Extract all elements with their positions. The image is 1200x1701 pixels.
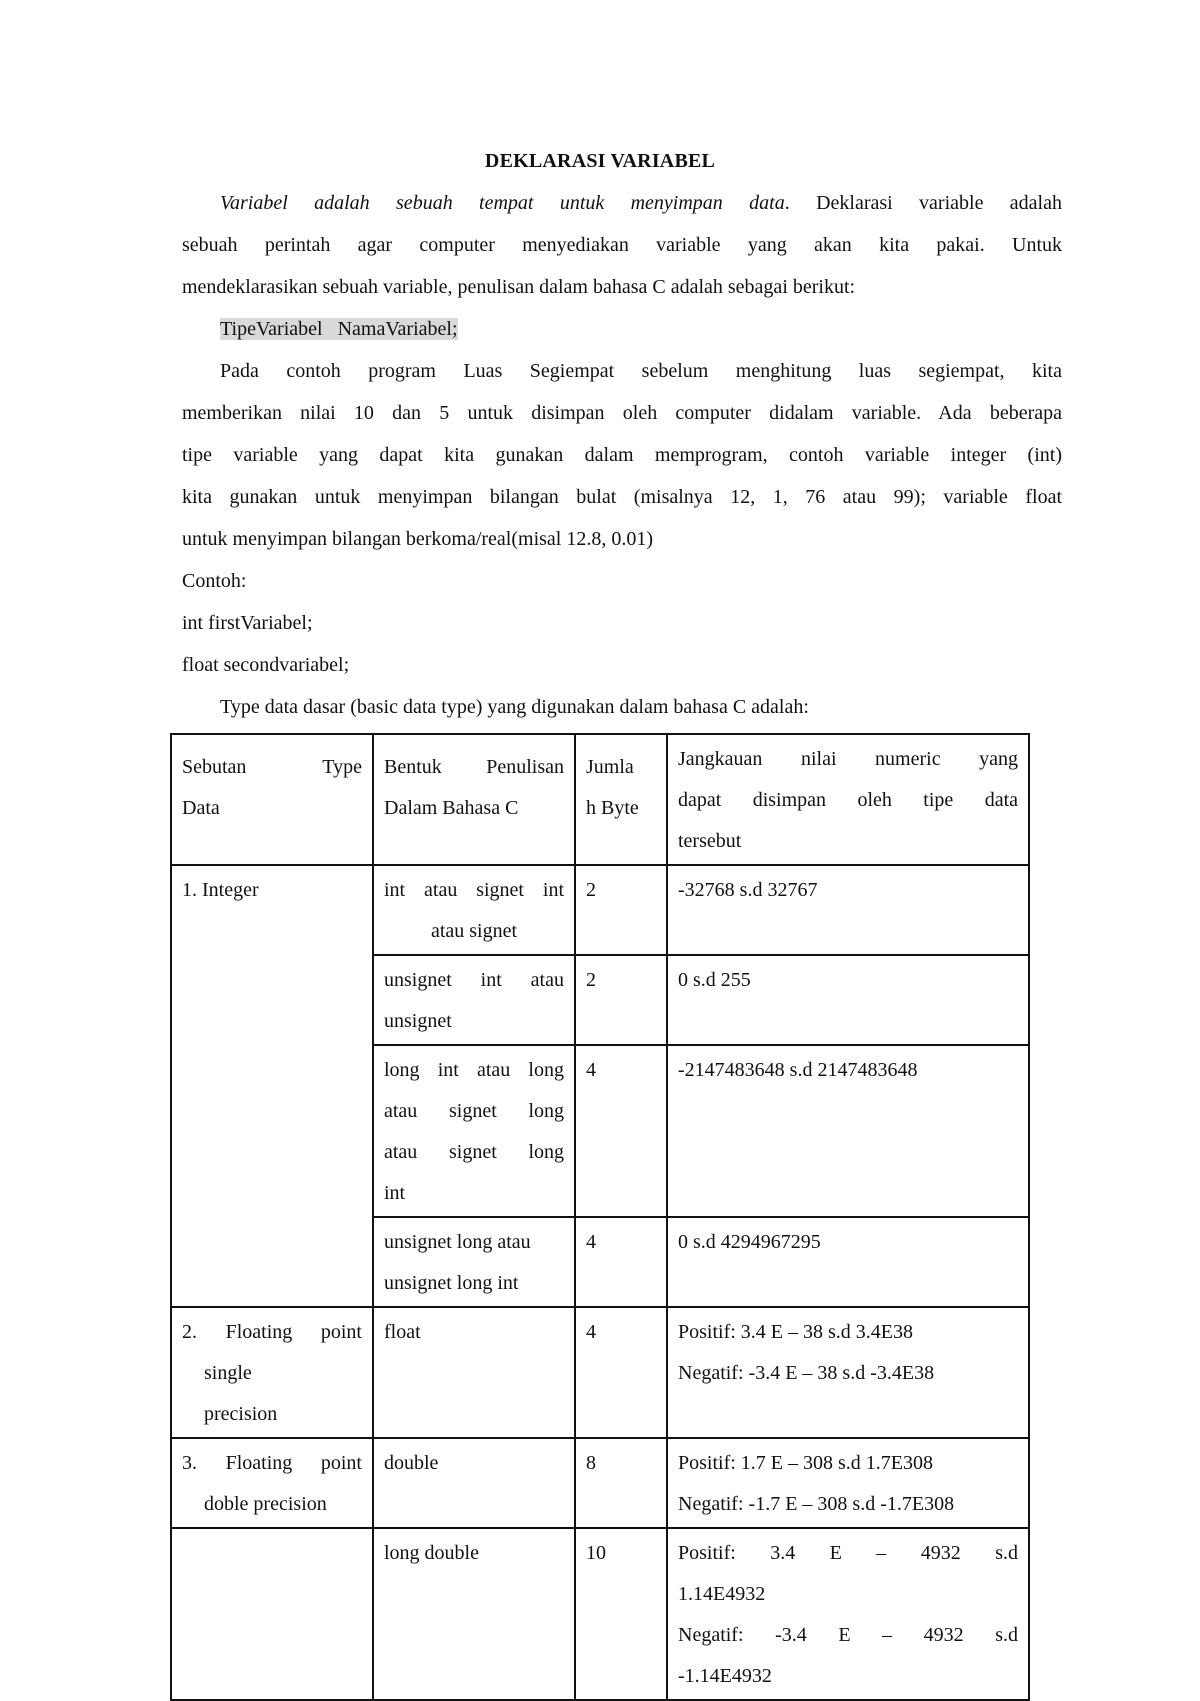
long-double-form: long double	[373, 1528, 575, 1700]
para2-line-5: untuk menyimpan bilangan berkoma/real(misal 12.8, 0.01)	[182, 528, 653, 550]
intro-line-2: sebuah perintah agar computer menyediakan variable yang akan kita pakai. Untuk	[182, 234, 1062, 256]
integer-form-3	[373, 1045, 575, 1217]
para2	[182, 350, 1062, 560]
example-label: Contoh:	[182, 570, 247, 592]
variable-definition: Variabel adalah sebuah tempat untuk menyimpan data	[220, 192, 785, 214]
integer-form-2	[373, 955, 575, 1045]
header-col3-b: h Byte	[586, 797, 639, 819]
integer-form-4	[373, 1217, 575, 1307]
table-intro: Type data dasar (basic data type) yang digunakan dalam bahasa C adalah:	[220, 696, 809, 718]
integer-form-2-a: unsignet int atau	[384, 969, 564, 991]
integer-form-2-b: unsignet	[384, 1010, 452, 1032]
float-double-label	[171, 1438, 373, 1528]
float-double-label-b: doble precision	[204, 1493, 327, 1515]
table-row	[171, 1307, 1029, 1438]
intro-line-3: mendeklarasikan sebuah variable, penulisan dalam bahasa C adalah sebagai berikut:	[182, 276, 856, 298]
float-single-label	[171, 1307, 373, 1438]
integer-bytes-1: 2	[575, 865, 667, 955]
integer-form-3-c: atau signet long	[384, 1141, 564, 1163]
integer-form-3-a: long int atau long	[384, 1059, 564, 1081]
header-col4-a: Jangkauan nilai numeric yang	[678, 748, 1018, 770]
integer-form-3-b: atau signet long	[384, 1100, 564, 1122]
integer-form-4-b: unsignet long int	[384, 1272, 519, 1294]
long-double-range	[667, 1528, 1029, 1700]
header-range	[667, 734, 1029, 865]
float-single-label-b: single	[204, 1362, 252, 1384]
float-single-label-c: precision	[204, 1403, 278, 1425]
long-double-bytes: 10	[575, 1528, 667, 1700]
header-col2-b: Dalam Bahasa C	[384, 797, 519, 819]
float-double-bytes: 8	[575, 1438, 667, 1528]
float-double-range-pos: Positif: 1.7 E – 308 s.d 1.7E308	[678, 1452, 934, 1474]
header-col4-c: tersebut	[678, 830, 742, 852]
header-col2-a: Bentuk Penulisan	[384, 756, 564, 778]
intro-paragraph	[182, 182, 1062, 308]
para2-line-3: tipe variable yang dapat kita gunakan dalam memprogram, contoh variable integer (int)	[182, 444, 1062, 466]
long-double-range-pos-a: Positif: 3.4 E – 4932 s.d	[678, 1542, 1018, 1564]
example-code-1: int firstVariabel;	[182, 612, 313, 634]
integer-form-3-d: int	[384, 1182, 406, 1204]
integer-form-4-a: unsignet long atau	[384, 1231, 531, 1253]
float-double-label-a: 3. Floating point	[182, 1452, 362, 1474]
integer-bytes-2: 2	[575, 955, 667, 1045]
header-col1-a: Sebutan Type	[182, 756, 362, 778]
integer-label-text: 1. Integer	[182, 879, 259, 901]
para2-line-1: Pada contoh program Luas Segiempat sebelum menghitung luas segiempat, kita	[220, 360, 1062, 382]
float-double-range-neg: Negatif: -1.7 E – 308 s.d -1.7E308	[678, 1493, 955, 1515]
integer-range-2: 0 s.d 255	[667, 955, 1029, 1045]
integer-bytes-3: 4	[575, 1045, 667, 1217]
header-col1-b: Data	[182, 797, 220, 819]
float-double-range	[667, 1438, 1029, 1528]
float-single-range	[667, 1307, 1029, 1438]
float-single-range-pos: Positif: 3.4 E – 38 s.d 3.4E38	[678, 1321, 914, 1343]
page-title: DEKLARASI VARIABEL	[484, 150, 716, 172]
header-bytes	[575, 734, 667, 865]
header-col3-a: Jumla	[586, 756, 634, 778]
para2-line-4: kita gunakan untuk menyimpan bilangan bulat (misalnya 12, 1, 76 atau 99); variable float	[182, 486, 1062, 508]
long-double-range-neg-a: Negatif: -3.4 E – 4932 s.d	[678, 1624, 1018, 1646]
syntax-highlight: TipeVariabel NamaVariabel;	[220, 318, 458, 340]
integer-range-4: 0 s.d 4294967295	[667, 1217, 1029, 1307]
integer-form-1	[373, 865, 575, 955]
integer-form-1-b: atau signet	[430, 920, 518, 942]
float-single-range-neg: Negatif: -3.4 E – 38 s.d -3.4E38	[678, 1362, 935, 1384]
table-row	[171, 1438, 1029, 1528]
header-c-form	[373, 734, 575, 865]
float-single-form: float	[373, 1307, 575, 1438]
data-type-table	[170, 733, 1030, 1701]
long-double-label	[171, 1528, 373, 1700]
table-row	[171, 865, 1029, 955]
para2-line-2: memberikan nilai 10 dan 5 untuk disimpan oleh computer didalam variable. Ada beberapa	[182, 402, 1062, 424]
float-single-bytes: 4	[575, 1307, 667, 1438]
integer-range-1: -32768 s.d 32767	[667, 865, 1029, 955]
intro-line-1-rest: . Deklarasi variable adalah	[784, 192, 1062, 214]
long-double-range-neg-b: -1.14E4932	[678, 1665, 772, 1687]
integer-range-3: -2147483648 s.d 2147483648	[667, 1045, 1029, 1217]
integer-label	[171, 865, 373, 1307]
example-code-2: float secondvariabel;	[182, 654, 350, 676]
table-row	[171, 1528, 1029, 1700]
syntax-line	[220, 308, 458, 350]
integer-form-1-a: int atau signet int	[384, 879, 564, 901]
header-col4-b: dapat disimpan oleh tipe data	[678, 789, 1018, 811]
float-single-label-a: 2. Floating point	[182, 1321, 362, 1343]
header-type-name	[171, 734, 373, 865]
table-header-row	[171, 734, 1029, 865]
float-double-form: double	[373, 1438, 575, 1528]
integer-bytes-4: 4	[575, 1217, 667, 1307]
long-double-range-pos-b: 1.14E4932	[678, 1583, 766, 1605]
intro-line-1	[182, 182, 1062, 224]
